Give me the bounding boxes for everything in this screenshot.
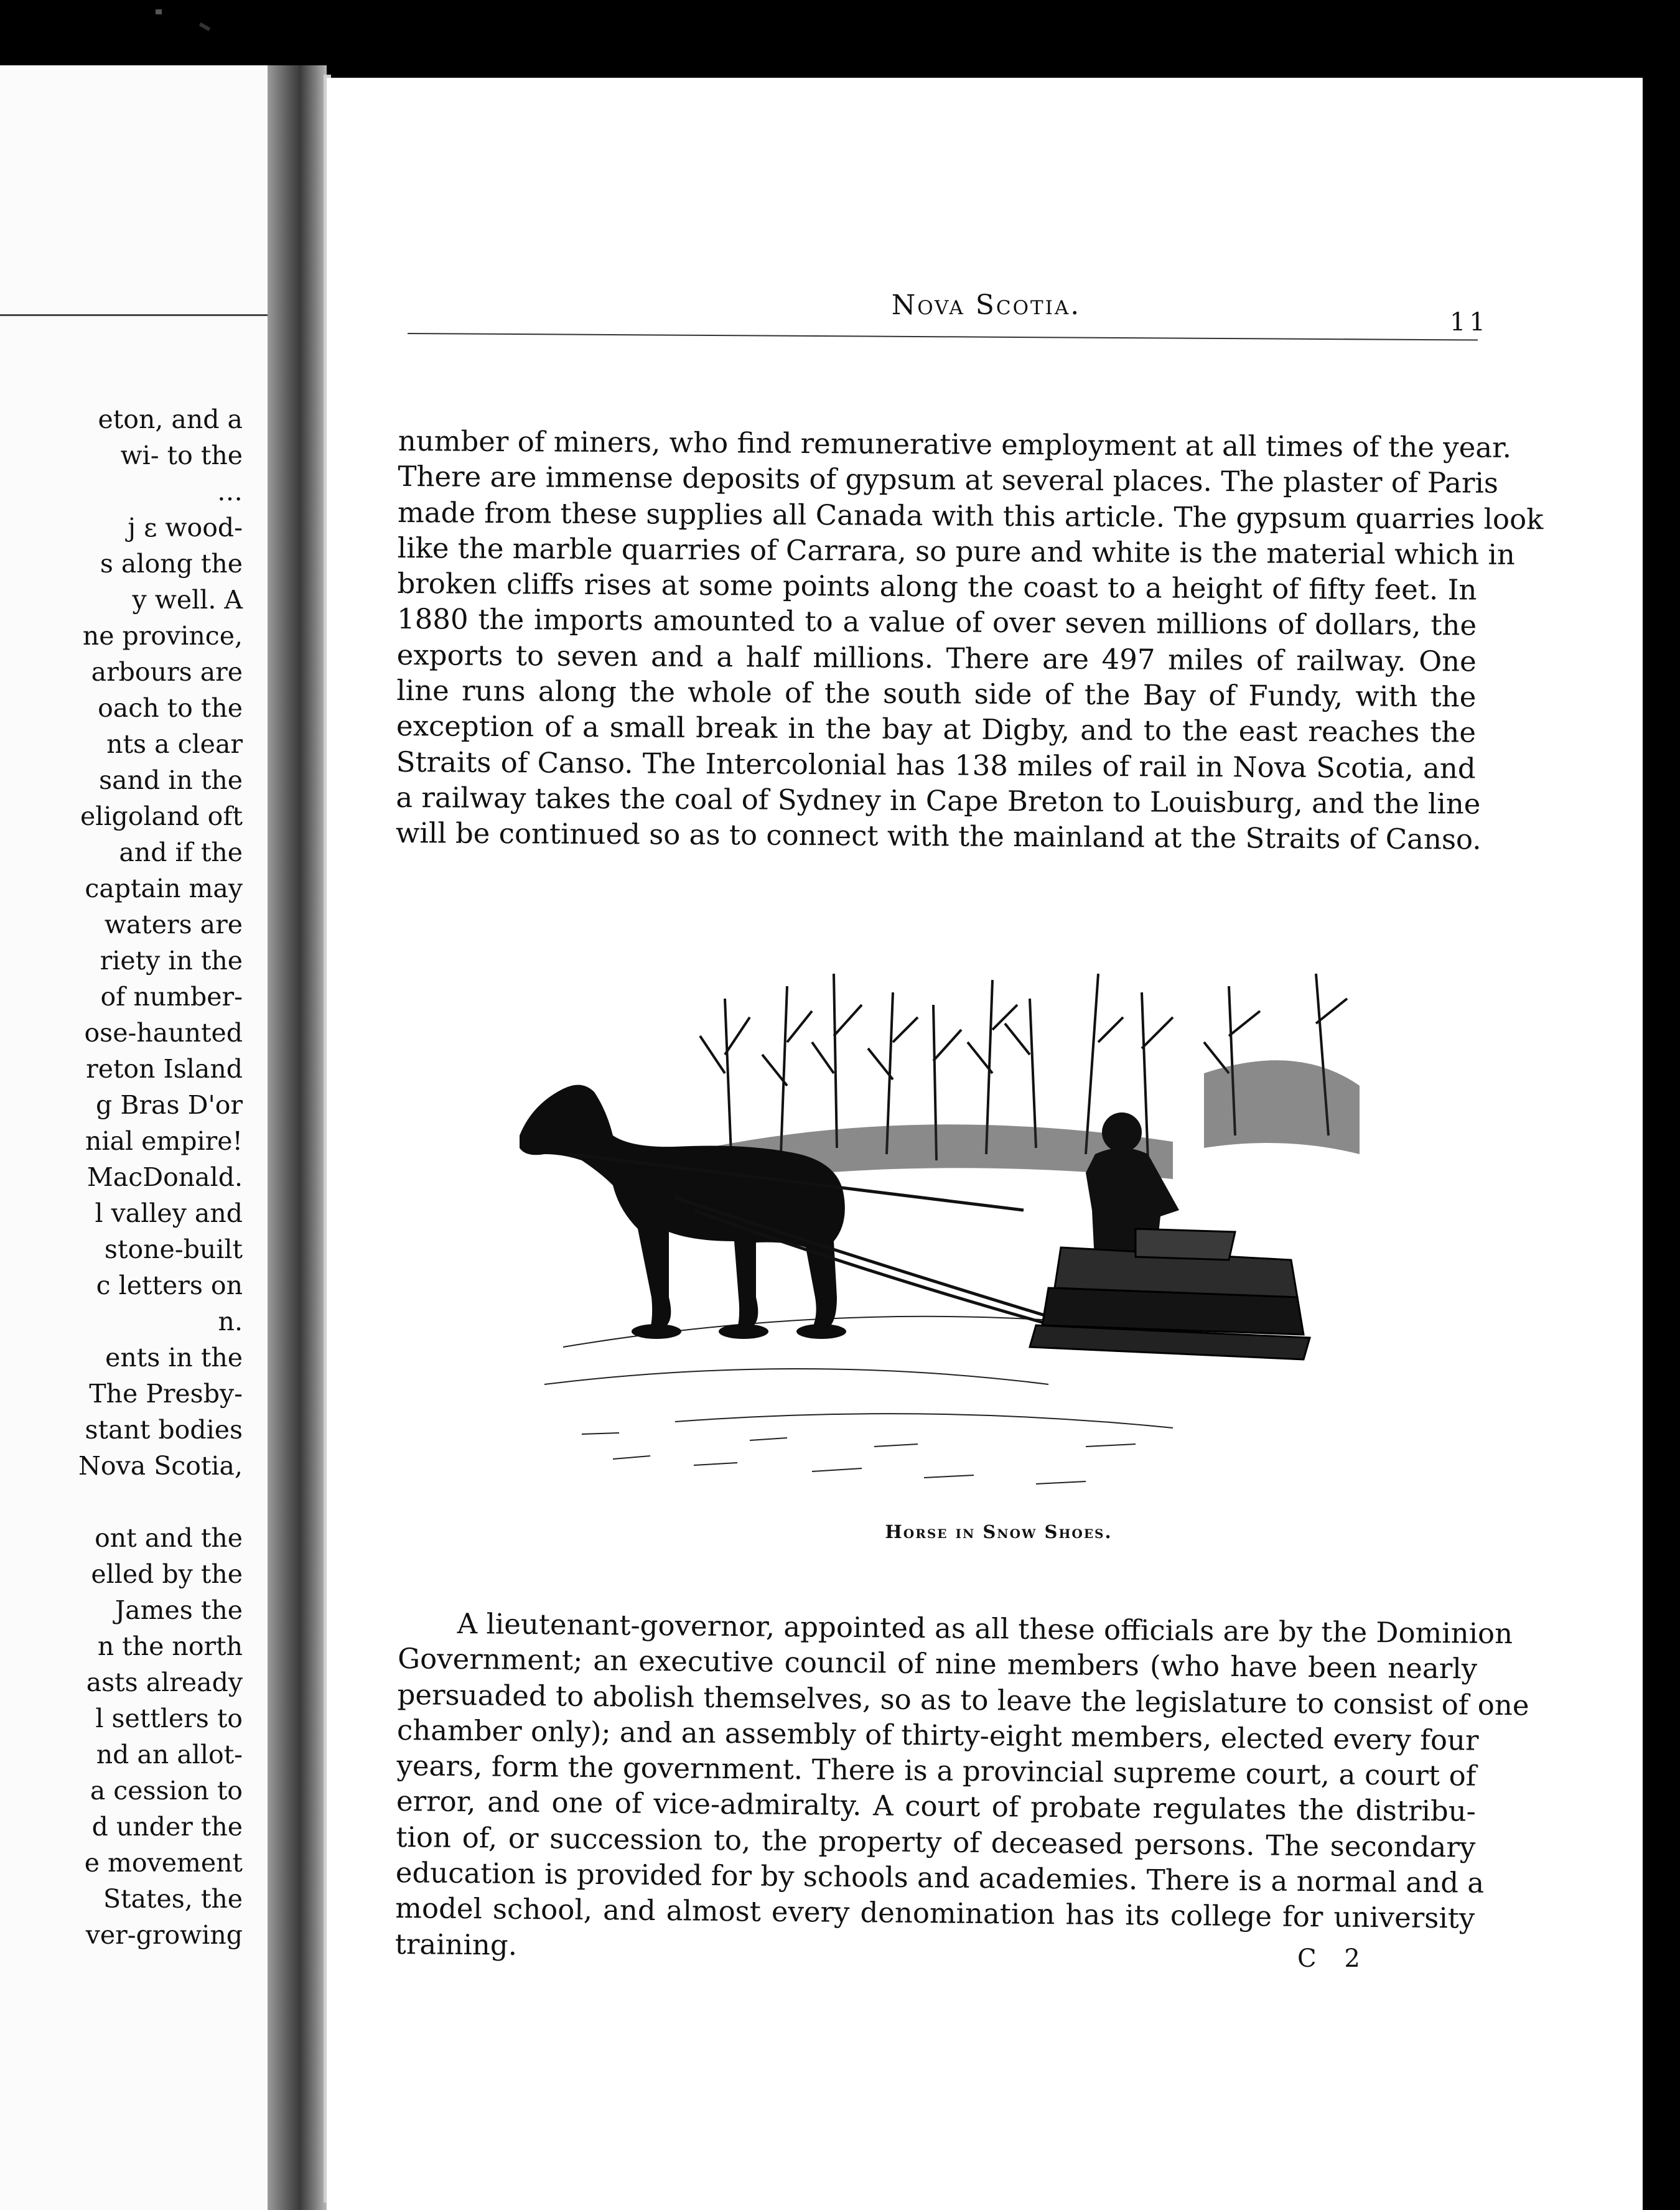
sled bbox=[1030, 1229, 1310, 1359]
left-page-line: sand in the bbox=[99, 765, 243, 795]
left-page-line: MacDonald. bbox=[86, 1162, 243, 1192]
left-page-line: c letters on bbox=[96, 1271, 243, 1300]
text-line: like the marble quarries of Carrara, so pure and white is the material which in bbox=[397, 531, 1515, 571]
right-page bbox=[327, 78, 1643, 2210]
left-page-line: and if the bbox=[119, 837, 243, 867]
text-line: made from these supplies all Canada with this article. The gypsum quarries look bbox=[397, 495, 1544, 536]
paragraph-government bbox=[394, 1605, 1529, 1972]
text-line: There are immense deposits of gypsum at several places. The plaster of Paris bbox=[398, 460, 1499, 500]
left-page-line: James the bbox=[114, 1595, 243, 1625]
left-page-line: l settlers to bbox=[95, 1704, 243, 1733]
signature-mark: C 2 bbox=[1297, 1944, 1370, 1973]
left-page-line: y well. A bbox=[132, 585, 243, 615]
text-line: years, form the government. There is a provincial supreme court, a court of bbox=[396, 1749, 1477, 1793]
left-page-line: ver-growing bbox=[85, 1920, 243, 1950]
left-page-line: arbours are bbox=[91, 657, 243, 687]
text-line: A lieutenant-governor, appointed as all these officials are by the Dominion bbox=[457, 1606, 1513, 1651]
text-line: error, and one of vice-admiralty. A court of probate regulates the distribu- bbox=[396, 1784, 1477, 1829]
text-line: tion of, or succession to, the property of deceased persons. The secondary bbox=[396, 1820, 1476, 1864]
left-page-line: … bbox=[217, 477, 243, 506]
text-line: will be continued so as to connect with the mainland at the Straits of Canso. bbox=[395, 816, 1482, 856]
figure-caption: Horse in Snow Shoes. bbox=[885, 1521, 1113, 1542]
left-page-line: nts a clear bbox=[106, 729, 243, 759]
left-page-line: elled by the bbox=[91, 1559, 243, 1589]
left-page-line: The Presby- bbox=[89, 1379, 243, 1409]
left-page-line: ose-haunted bbox=[84, 1018, 243, 1048]
horse bbox=[520, 1085, 846, 1339]
left-page-line: g Bras D'or bbox=[96, 1090, 243, 1120]
text-line: persuaded to abolish themselves, so as to leave the legislature to consist of one bbox=[397, 1677, 1529, 1722]
left-page-line: ne province, bbox=[82, 621, 243, 651]
text-line: model school, and almost every denomination has its college for university bbox=[395, 1891, 1475, 1936]
left-page-line: l valley and bbox=[95, 1198, 243, 1228]
left-page-line: asts already bbox=[86, 1667, 243, 1697]
text-line: 1880 the imports amounted to a value of over seven millions of dollars, the bbox=[396, 602, 1477, 643]
left-page-line: stone-built bbox=[104, 1234, 243, 1264]
left-page-line: n. bbox=[218, 1307, 243, 1336]
scan-speck bbox=[156, 9, 162, 14]
left-page-line: stant bodies bbox=[85, 1415, 243, 1445]
horse-sled-illustration bbox=[488, 949, 1680, 1509]
left-page-line: nial empire! bbox=[85, 1126, 243, 1156]
text-line: Straits of Canso. The Intercolonial has 138 miles of rail in Nova Scotia, and bbox=[396, 745, 1476, 785]
running-head: Nova Scotia. bbox=[891, 289, 1081, 321]
text-line: Government; an executive council of nine members (who have been nearly bbox=[397, 1642, 1478, 1685]
text-line: exception of a small break in the bay at Digby, and to the east reaches the bbox=[396, 709, 1477, 749]
paragraph-railways bbox=[395, 423, 1544, 857]
left-page-line: riety in the bbox=[100, 946, 243, 976]
text-line: line runs along the whole of the south side of the Bay of Fundy, with the bbox=[396, 674, 1477, 714]
left-page-line: States, the bbox=[103, 1884, 243, 1914]
left-page-line: j ɛ wood- bbox=[128, 513, 243, 543]
left-page-line: s along the bbox=[100, 549, 243, 579]
book-gutter bbox=[268, 65, 327, 2210]
left-page-line: captain may bbox=[85, 874, 243, 903]
left-page-line: eton, and a bbox=[98, 404, 243, 434]
left-page-line: eligoland oft bbox=[80, 801, 243, 831]
text-line: a railway takes the coal of Sydney in Cape Breton to Louisburg, and the line bbox=[396, 780, 1481, 821]
left-page-text-column bbox=[0, 401, 243, 1953]
left-page-line: ont and the bbox=[95, 1523, 243, 1553]
left-page-line: reton Island bbox=[86, 1054, 243, 1084]
text-line: exports to seven and a half millions. There are 497 miles of railway. One bbox=[396, 638, 1477, 678]
left-page-line: Nova Scotia, bbox=[78, 1451, 243, 1481]
left-page-line: n the north bbox=[97, 1631, 243, 1661]
left-page-line: oach to the bbox=[98, 693, 243, 723]
page-number: 11 bbox=[1450, 308, 1489, 337]
text-line: broken cliffs rises at some points along the coast to a height of fifty feet. In bbox=[397, 567, 1477, 607]
left-page-line: e movement bbox=[84, 1848, 243, 1878]
text-line: education is provided for by schools and academies. There is a normal and a bbox=[395, 1856, 1485, 1900]
text-line: training. bbox=[394, 1927, 518, 1962]
right-margin-shadow bbox=[1643, 78, 1680, 2210]
left-page-line: wi- to the bbox=[120, 441, 243, 470]
left-page-line: a cession to bbox=[90, 1776, 243, 1806]
scan-speck bbox=[199, 22, 211, 31]
left-page-rule bbox=[0, 314, 268, 316]
text-line: number of miners, who find remunerative employment at all times of the year. bbox=[398, 424, 1512, 464]
left-page-line: waters are bbox=[104, 910, 243, 939]
left-page-line: d under the bbox=[91, 1812, 243, 1842]
left-page-line: nd an allot- bbox=[96, 1740, 243, 1769]
left-page bbox=[0, 65, 268, 2210]
left-page-line bbox=[0, 1484, 243, 1520]
text-line: chamber only); and an assembly of thirty-eight members, elected every four bbox=[396, 1713, 1479, 1757]
left-page-line: of number- bbox=[100, 982, 243, 1012]
header-rule bbox=[408, 333, 1478, 341]
left-page-line: ents in the bbox=[105, 1343, 243, 1373]
